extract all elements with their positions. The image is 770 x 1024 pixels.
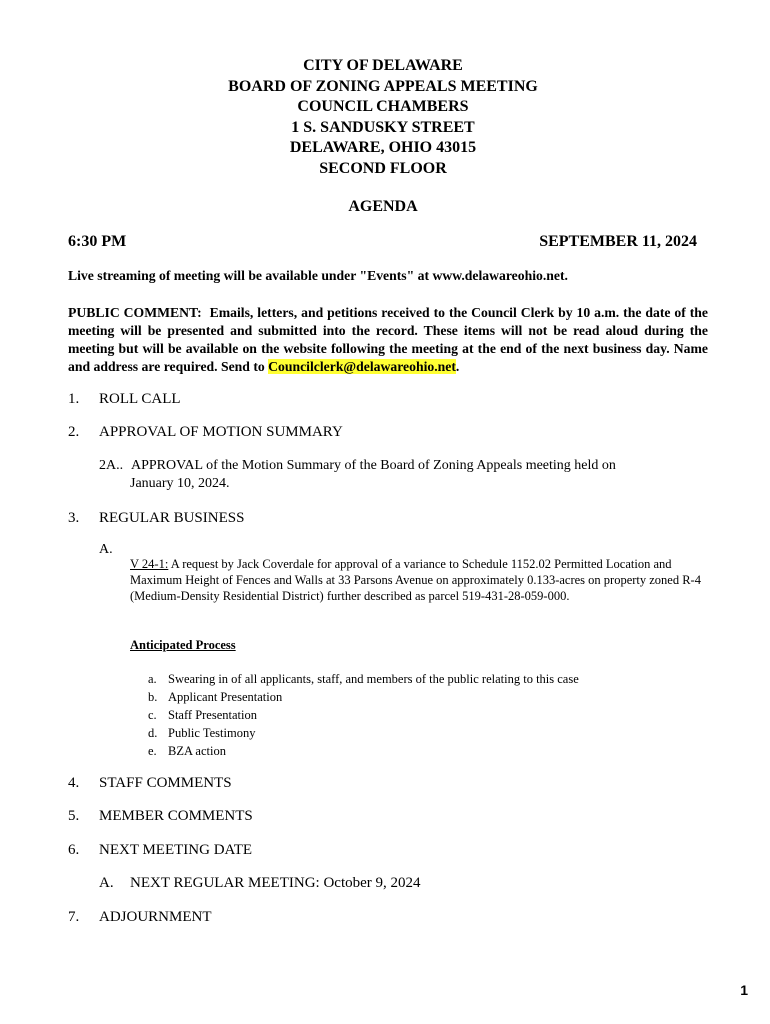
meeting-date: SEPTEMBER 11, 2024 — [539, 233, 697, 250]
process-text: Staff Presentation — [168, 708, 257, 722]
council-clerk-email-link[interactable]: Councilclerk@delawareohio.net — [268, 359, 456, 374]
header-line-street: 1 S. SANDUSKY STREET — [291, 118, 475, 136]
item-5-title: MEMBER COMMENTS — [99, 808, 253, 824]
process-letter: c. — [148, 708, 157, 722]
case-description — [130, 556, 705, 604]
item-7-title: ADJOURNMENT — [99, 909, 212, 925]
process-text: BZA action — [168, 744, 226, 758]
process-letter: d. — [148, 726, 158, 740]
item-1-title: ROLL CALL — [99, 391, 181, 407]
item-2a-line1: APPROVAL of the Motion Summary of the Board of Zoning Appeals meeting held on — [131, 458, 616, 473]
item-4-number: 4. — [68, 775, 80, 791]
item-4-title: STAFF COMMENTS — [99, 775, 232, 791]
process-letter: e. — [148, 744, 157, 758]
process-text: Public Testimony — [168, 726, 256, 740]
item-6-title: NEXT MEETING DATE — [99, 842, 253, 858]
header-line-board: BOARD OF ZONING APPEALS MEETING — [228, 77, 538, 95]
item-6a-label: A. — [99, 875, 114, 891]
public-comment-label: PUBLIC COMMENT: — [68, 305, 202, 320]
process-item — [148, 724, 579, 742]
item-6a-text: NEXT REGULAR MEETING: October 9, 2024 — [130, 875, 421, 891]
process-text: Swearing in of all applicants, staff, and members of the public relating to this case — [168, 672, 579, 686]
header-line-chambers: COUNCIL CHAMBERS — [297, 98, 469, 115]
header-line-city: CITY OF DELAWARE — [303, 57, 463, 74]
item-7-number: 7. — [68, 909, 80, 925]
process-item — [148, 742, 579, 760]
header-line-floor: SECOND FLOOR — [319, 159, 447, 177]
item-3-number: 3. — [68, 510, 80, 526]
case-id: V 24-1: — [130, 557, 169, 571]
process-item — [148, 706, 579, 724]
item-3a-label: A. — [99, 542, 113, 557]
item-5-number: 5. — [68, 808, 80, 824]
process-item — [148, 688, 579, 706]
anticipated-process-title: Anticipated Process — [130, 638, 236, 652]
public-comment-paragraph — [68, 304, 708, 376]
meeting-time: 6:30 PM — [68, 233, 127, 250]
case-text: A request by Jack Coverdale for approval of a variance to Schedule 1152.02 Permitted Location and Maximum Height of Fences and Walls at 33 Parsons Avenue on approximately 0.133-acres on property zoned R-4 (Medium-Density Residential District) further described as parcel 519-431-28-059-000. — [130, 557, 701, 603]
item-2-number: 2. — [68, 424, 80, 440]
page-number: 1 — [740, 982, 748, 998]
item-6-number: 6. — [68, 842, 80, 858]
public-comment-text: Emails, letters, and petitions received to the Council Clerk by 10 a.m. the date of the meeting will be presented and submitted into the record. These items will not be read aloud during the meeting but will be available on the website following the meeting at the end of the next business day. Name and address are required. Send to — [68, 305, 708, 374]
process-text: Applicant Presentation — [168, 690, 283, 704]
process-letter: a. — [148, 672, 157, 686]
item-2a-label: 2A.. — [99, 458, 124, 473]
item-3-title: REGULAR BUSINESS — [99, 510, 245, 526]
item-2a-line2: January 10, 2024. — [130, 476, 230, 491]
process-list — [148, 670, 579, 760]
process-letter: b. — [148, 690, 158, 704]
item-1-number: 1. — [68, 391, 80, 407]
item-2-title: APPROVAL OF MOTION SUMMARY — [99, 424, 343, 440]
process-item — [148, 670, 579, 688]
agenda-title: AGENDA — [348, 198, 418, 215]
header-line-city-state: DELAWARE, OHIO 43015 — [289, 139, 477, 156]
public-comment-end: . — [455, 359, 460, 374]
livestream-notice: Live streaming of meeting will be available under "Events" at www.delawareohio.net. — [68, 268, 568, 283]
